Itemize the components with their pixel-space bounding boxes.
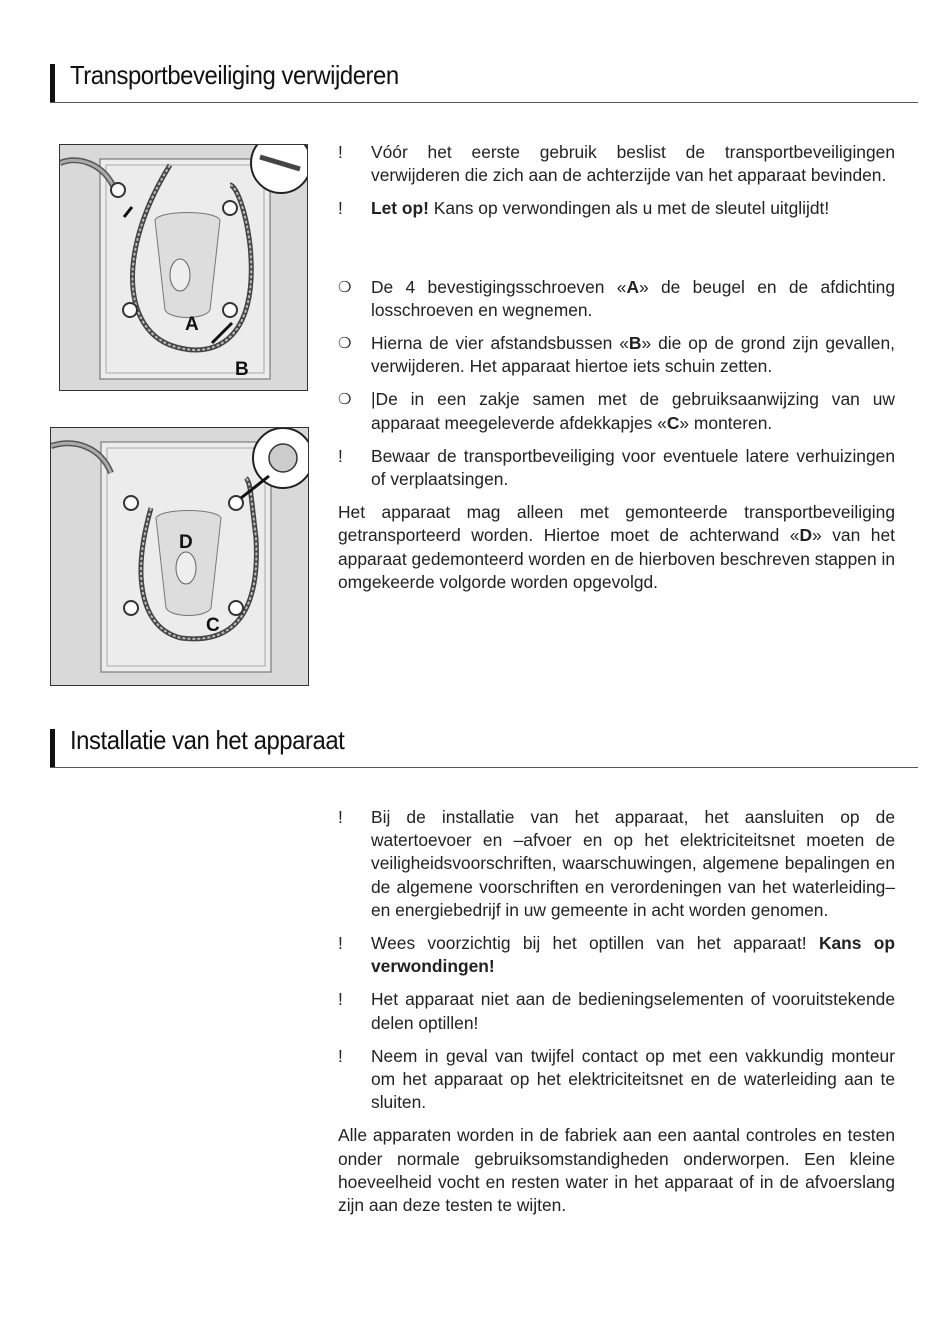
installation-instructions (338, 806, 895, 1227)
figure-rear-panel-transport-bolts (59, 144, 308, 391)
step-text: De 4 bevestigingsschroeven « (371, 276, 627, 297)
warning-text: Wees voorzichtig bij het optillen van het apparaat! (371, 933, 819, 954)
title-bar (50, 64, 55, 102)
warning-text: Neem in geval van twijfel contact op met een vakkundig monteur om het apparaat op het elektriciteitsnet en de waterleiding aan te sluiten. (371, 1045, 895, 1113)
figure-label-d: D (179, 532, 193, 553)
circle-bullet-icon: ❍ (338, 278, 352, 296)
exclamation-mark: ! (338, 198, 343, 219)
title-bar (50, 729, 55, 767)
warning-bold: Let op! (371, 198, 429, 219)
warning-item (338, 141, 895, 187)
circle-bullet-icon: ❍ (338, 335, 352, 353)
warning-item (338, 806, 895, 922)
paragraph-text: Het apparaat mag alleen met gemonteerde transportbeveiliging getransporteerd worden. Hiertoe moet de achterwand « (338, 502, 895, 546)
warning-item (338, 1045, 895, 1115)
exclamation-mark: ! (338, 933, 343, 954)
transport-instructions (338, 141, 895, 604)
warning-bold: Kans op verwondingen! (371, 933, 895, 977)
warning-item (338, 445, 895, 491)
warning-item (338, 932, 895, 978)
section-heading: Installatie van het apparaat (70, 725, 345, 755)
figure-label-c: C (206, 615, 220, 636)
warning-text: Bij de installatie van het apparaat, het aansluiten op de watertoevoer en –afvoer en op het elektriciteitsnet moeten de veiligheidsvoorschriften, waarschuwingen, algemene bepalingen en de algemene voorschriften en verordeningen van het waterleiding– en energiebedrijf in uw gemeente in acht worden genomen. (371, 807, 895, 920)
step-text: » die op de grond zijn gevallen, verwijderen. Het apparaat hiertoe iets schuin zetten. (371, 333, 895, 377)
step-text: » de beugel en de afdichting losschroeven en wegnemen. (371, 276, 895, 320)
step-letter: B (628, 333, 642, 354)
warning-text: Het apparaat niet aan de bedieningselementen of vooruitstekende delen optillen! (371, 989, 895, 1033)
step-text: » monteren. (679, 412, 773, 433)
step-item (338, 388, 895, 434)
step-letter: C (666, 412, 680, 433)
step-item (338, 276, 895, 322)
step-text: Hierna de vier afstandsbussen « (371, 333, 629, 354)
warning-text: Vóór het eerste gebruik beslist de transportbeveiligingen verwijderen die zich aan de achterzijde van het apparaat bevinden. (371, 142, 895, 186)
warning-text: Bewaar de transportbeveiliging voor eventuele latere verhuizingen of verplaatsingen. (371, 445, 895, 490)
step-letter: A (626, 276, 640, 297)
warning-item (338, 988, 895, 1034)
figure-rear-panel-caps (50, 427, 309, 686)
warning-item (338, 197, 895, 220)
warning-text: Kans op verwondingen als u met de sleutel uitglijdt! (428, 198, 830, 219)
step-text: |De in een zakje samen met de gebruiksaanwijzing van uw apparaat meegeleverde afdekkapjes « (371, 389, 895, 433)
paragraph-letter: D (799, 525, 813, 546)
exclamation-mark: ! (338, 445, 343, 466)
section-title-installation (50, 725, 918, 768)
paragraph-text: » van het apparaat gedemonteerd worden en de hierboven beschreven stappen in omgekeerde volgorde worden opgevolgd. (338, 525, 895, 592)
figure-label-a: A (185, 314, 199, 335)
exclamation-mark: ! (338, 1045, 343, 1066)
exclamation-mark: ! (338, 989, 343, 1010)
transport-paragraph (338, 501, 895, 594)
circle-bullet-icon: ❍ (338, 391, 352, 409)
step-item (338, 332, 895, 378)
exclamation-mark: ! (338, 142, 343, 162)
section-title-transport (50, 60, 918, 103)
figure-label-b: B (235, 359, 249, 380)
section-heading: Transportbeveiliging verwijderen (70, 60, 399, 90)
installation-paragraph: Alle apparaten worden in de fabriek aan een aantal controles en testen onder normale gebruiksomstandigheden onderworpen. Een kleine hoeveelheid vocht en resten water in het apparaat of in de afvoerslang zijn aan deze testen te wijten. (338, 1125, 895, 1216)
exclamation-mark: ! (338, 807, 343, 827)
